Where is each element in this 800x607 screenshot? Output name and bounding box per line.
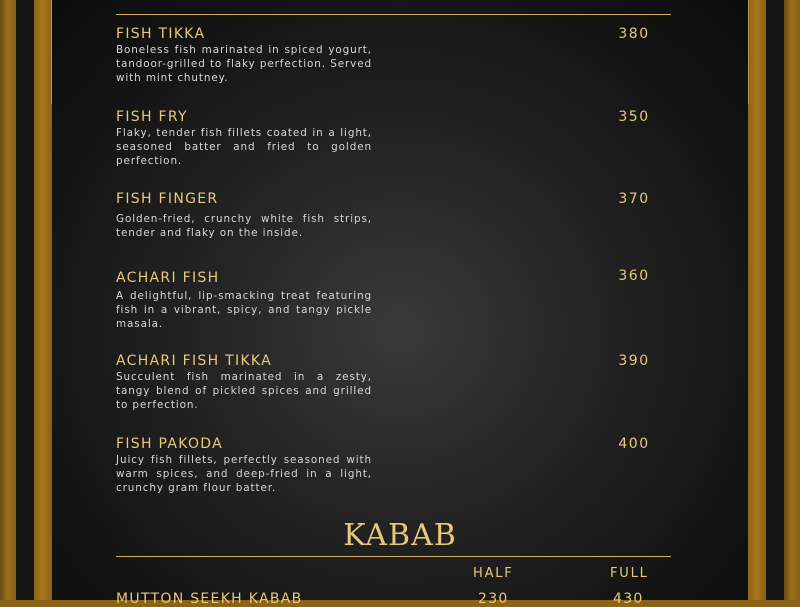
menu-item-name: FISH FINGER [116, 191, 219, 207]
column-header-half: HALF [473, 566, 514, 581]
menu-item-description: Juicy fish fillets, perfectly seasoned with warm spices, and deep-fried in a light, crunchy gram flour batter. [116, 454, 372, 494]
menu-item-name: FISH FRY [116, 109, 188, 125]
outer-gold-border-right [784, 0, 800, 600]
menu-item-description: A delightful, lip-smacking treat featuring fish in a vibrant, spicy, and tangy pickle masala. [116, 290, 372, 330]
frame-line-right [748, 0, 749, 104]
menu-item-name: ACHARI FISH TIKKA [116, 353, 273, 369]
menu-item-name: ACHARI FISH [116, 270, 220, 286]
section-divider-top [116, 14, 671, 15]
menu-item-name-mutton-seekh-kabab: MUTTON SEEKH KABAB [116, 591, 303, 607]
menu-item-description: Succulent fish marinated in a zesty, tangy blend of pickled spices and grilled to perfection. [116, 371, 372, 411]
menu-item-price: 350 [618, 109, 650, 125]
menu-item-name: FISH TIKKA [116, 26, 206, 42]
menu-item-price: 380 [618, 26, 650, 42]
menu-item-price: 400 [618, 436, 650, 452]
menu-item-description: Boneless fish marinated in spiced yogurt, tandoor-grilled to flaky perfection. Served with mint chutney. [116, 44, 372, 84]
section-title-kabab: KABAB [343, 518, 457, 553]
section-divider-kabab [116, 556, 671, 557]
menu-item-price: 390 [618, 353, 650, 369]
dark-border-strip-left [16, 0, 34, 600]
menu-item-full-price: 430 [613, 591, 644, 607]
dark-border-strip-right [766, 0, 784, 600]
inner-gold-border-left [34, 0, 52, 600]
menu-item-half-price: 230 [478, 591, 509, 607]
inner-gold-border-right [748, 0, 766, 600]
column-header-full: FULL [610, 566, 649, 581]
frame-line-left [51, 0, 52, 104]
menu-item-name: FISH PAKODA [116, 436, 224, 452]
menu-item-price: 360 [618, 268, 650, 284]
menu-item-price: 370 [618, 191, 650, 207]
outer-gold-border-left [0, 0, 16, 600]
menu-item-description: Golden-fried, crunchy white fish strips, tender and flaky on the inside. [116, 213, 372, 239]
menu-item-description: Flaky, tender fish fillets coated in a light, seasoned batter and fried to golden perfection. [116, 127, 372, 167]
